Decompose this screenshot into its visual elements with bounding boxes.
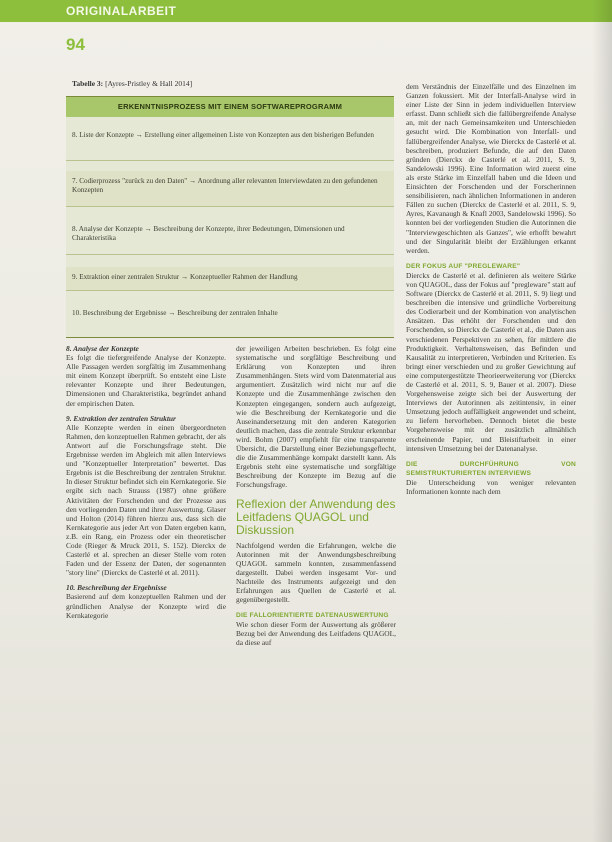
section-heading: Reflexion der Anwendung des Leitfadens QUAGOL und Diskussion bbox=[236, 496, 396, 537]
page-number: 94 bbox=[66, 35, 85, 54]
table-row: 8. Liste der Konzepte → Erstellung einer allgemeinen Liste von Konzepten aus den bisherigen Befunden bbox=[66, 127, 394, 161]
text-column-3 bbox=[406, 82, 576, 496]
subheading: 9. Extraktion der zentralen Struktur bbox=[66, 413, 176, 423]
paragraph: Wie schon dieser Form der Auswertung als größerer Bezug bei der Anwendung des Leitfadens QUAGOL, da diese auf bbox=[236, 620, 396, 648]
table-caption-source: [Ayres-Pristley & Hall 2014] bbox=[105, 79, 193, 88]
subheading: 8. Analyse der Konzepte bbox=[66, 344, 139, 353]
section-band bbox=[0, 0, 612, 22]
table-row: 8. Analyse der Konzepte → Beschreibung der Konzepte, ihrer Bedeutungen, Dimensionen und Charakteristika bbox=[66, 219, 394, 255]
table-row: 7. Codierprozess "zurück zu den Daten" → Anordnung aller relevanten Interviewdaten zu den gefundenen Konzepten bbox=[66, 171, 394, 207]
subheading: 10. Beschreibung der Ergebnisse bbox=[66, 583, 167, 593]
table-title: ERKENNTNISPROZESS MIT EINEM SOFTWAREPROGRAMM bbox=[66, 97, 394, 117]
paragraph: Dierckx de Casterlé et al. definieren als weitere Stärke von QUAGOL, dass der Fokus auf "pregleware" statt auf Software (Dierckx de Casterlé et al. 2011, S. 9) liegt und beschreiben die intensive und gründliche Vorbereitung des Codierarbeit und der Kombination von analytischen Ansätzen. Das erhöht der Forschenden und den Forschenden, so Dierckx de Casterlé et al., die Daten aus verschiedenen Perspektiven zu sehen, für mittlere die Produktigkeit. Verhaltensweisen, das Befinden und Kausalität zu interpretieren, Verbinden und Kriterien. Es bringt einer verschieden und zu großer Gewichtung auf eine computergestützte Theorieerweiterung vor (Dierckx de Casterlé et al. 2011, S. 9, Bauer et al. 2007). Diese Vorgehensweise zeigte sich bei der Auswertung der Interviews der Autorinnen als zeitintensiv, in einer Umsetzung jedoch auffälligkeit angewendet und scheint, zu liefern hervorheben. Dennoch bietet die beste Vorgehensweise mit der zusätzlich allmählich erscheinende Papier, und Bleistiftarbeit in einer intensiven Umsetzung bei der Datenanalyse. bbox=[406, 270, 576, 453]
paragraph: Es folgt die tiefergreifende Analyse der Konzepte. Alle Passagen werden sorgfältig im Zusammenhang mit einem Konzept überprüft. So entsteht eine Liste relevanter Konzepte und ihrer Bedeutungen, Dimensionen und Charakteristika, begründet anhand der empirischen Daten. bbox=[66, 353, 226, 408]
paragraph: der jeweiligen Arbeiten beschrieben. Es folgt eine systematische und sorgfältige Beschreibung und Erklärung von Konzepten und ihren Zusammenhängen. Stets wird vom Datenmaterial aus argumentiert. Zusätzlich wird nicht nur auf die Konzepte und die Zusammenhänge zwischen den Konzepten eingegangen, sondern auch aufgezeigt, wie die Beschreibung der Kernkategorie und die Auseinandersetzung mit den anderen Kategorien deutlich machen, dass die zentrale Struktur erkennbar wird. Bohm (2007) empfiehlt für eine transparente Übersicht, die Darstellung einer Beziehungsgeflecht, die die Zusammenhänge kompakt darstellt kann. Als Ergebnis steht eine systematische und sorgfältige Beschreibung der Konzepte im Bezug auf die Forschungsfrage. bbox=[236, 344, 396, 490]
table-row: 9. Extraktion einer zentralen Struktur → Konzeptueller Rahmen der Handlung bbox=[66, 267, 394, 291]
table-caption-label: Tabelle 3: bbox=[72, 79, 104, 88]
green-subheading: DIE DURCHFÜHRUNG VON SEMISTRUKTURIERTEN INTERVIEWS bbox=[406, 460, 576, 477]
table-caption bbox=[72, 79, 192, 88]
paragraph: Alle Konzepte werden in einen übergeordneten Rahmen, den konzeptuellen Rahmen gebracht, der als Antwort auf die Forschungsfrage steht. Die Ergebnisse werden im Abgleich mit allen Interviews und "Konzeptueller Interpretation" bewertet. Das Ergebnis ist die Beschreibung der zentralen Struktur. In dieser Struktur befindet sich ein Kernkategorie. Sie ergibt sich nach Strauss (1987) ohne größere Aktivitäten der Forschenden und der Prozesse aus den vorliegenden Daten und ihrer Auswertung. Glaser und Holton (2014) führen hierzu aus, dass sich die Kernkategorie aus jeder Art von Daten ergeben kann, z.B. ein Rang, ein Prozess oder ein theoretischer Code (Rieger & Mruck 2011, S. 152). Dierckx de Casterlé et al. sprechen an dieser Stelle vom roten Faden und der Essenz der Daten, der sogenannten "story line" (Dierckx de Casterlé et al. 2011). bbox=[66, 422, 226, 578]
green-subheading: DIE FALLORIENTIERTE DATENAUSWERTUNG bbox=[236, 612, 389, 620]
process-table bbox=[66, 96, 394, 338]
table-row: 10. Beschreibung der Ergebnisse → Beschreibung der zentralen Inhalte bbox=[72, 309, 278, 317]
paragraph: Nachfolgend werden die Erfahrungen, welche die Autorinnen mit der Anwendungsbeschreibung QUAGOL sammeln konnten, zusammenfassend dargestellt. Dabei werden insgesamt Vor- und Nachteile des Instruments aufgezeigt und den Erfahrungen aus Quellen de Casterlé et al. gegenübergestellt. bbox=[236, 540, 396, 605]
page-edge-shadow bbox=[592, 0, 612, 842]
green-subheading: DER FOKUS AUF "PREGLEWARE" bbox=[406, 262, 521, 270]
section-label: ORIGINALARBEIT bbox=[66, 4, 177, 18]
paragraph: Die Unterscheidung von weniger relevanten Informationen konnte nach dem bbox=[406, 477, 576, 497]
text-column-2 bbox=[236, 344, 396, 648]
text-column-1 bbox=[66, 344, 226, 620]
paragraph: Basierend auf dem konzeptuellen Rahmen und der gründlichen Analyse der Konzepte wird die Kernkategorie bbox=[66, 592, 226, 620]
paragraph: dem Verständnis der Einzelfälle und des Einzelnen im Ganzen fokussiert. Mit der Interfall-Analyse wird in einer Liste der Sinn in jedem individuellen Interview erfasst. Dann schließt sich die fallübergreifende Analyse an, mit der nach Gemeinsamkeiten und Unterschieden gesucht wird. Die Kombination von Interfall- und fallübergreifender Analyse, wie Dierckx de Casterlé et al. beschreiben, produziert Befunde, die auf den Daten gründen (Dierckx de Casterlé et al. 2011, S. 9, Sandelowski 1996). Eine Information wird zuerst eine als erste Stärke im Einzelfall haben und die Ideen und Einsichten der Forschenden und der Forscherinnen sensibilisieren, nach ähnlichen Informationen in anderen Fällen zu suchen (Dierckx de Casterlé et al. 2011, S. 9, Ayres, Kavanaugh & Knafl 2003, Sandelowski 1996). So konnten bei der vorliegenden Studien die Autorinnen die "Interviewgeschichten als Ganzes", wie erhofft bewahrt und der Singularität bleibt der Erzählungen erkannt werden. bbox=[406, 82, 576, 255]
